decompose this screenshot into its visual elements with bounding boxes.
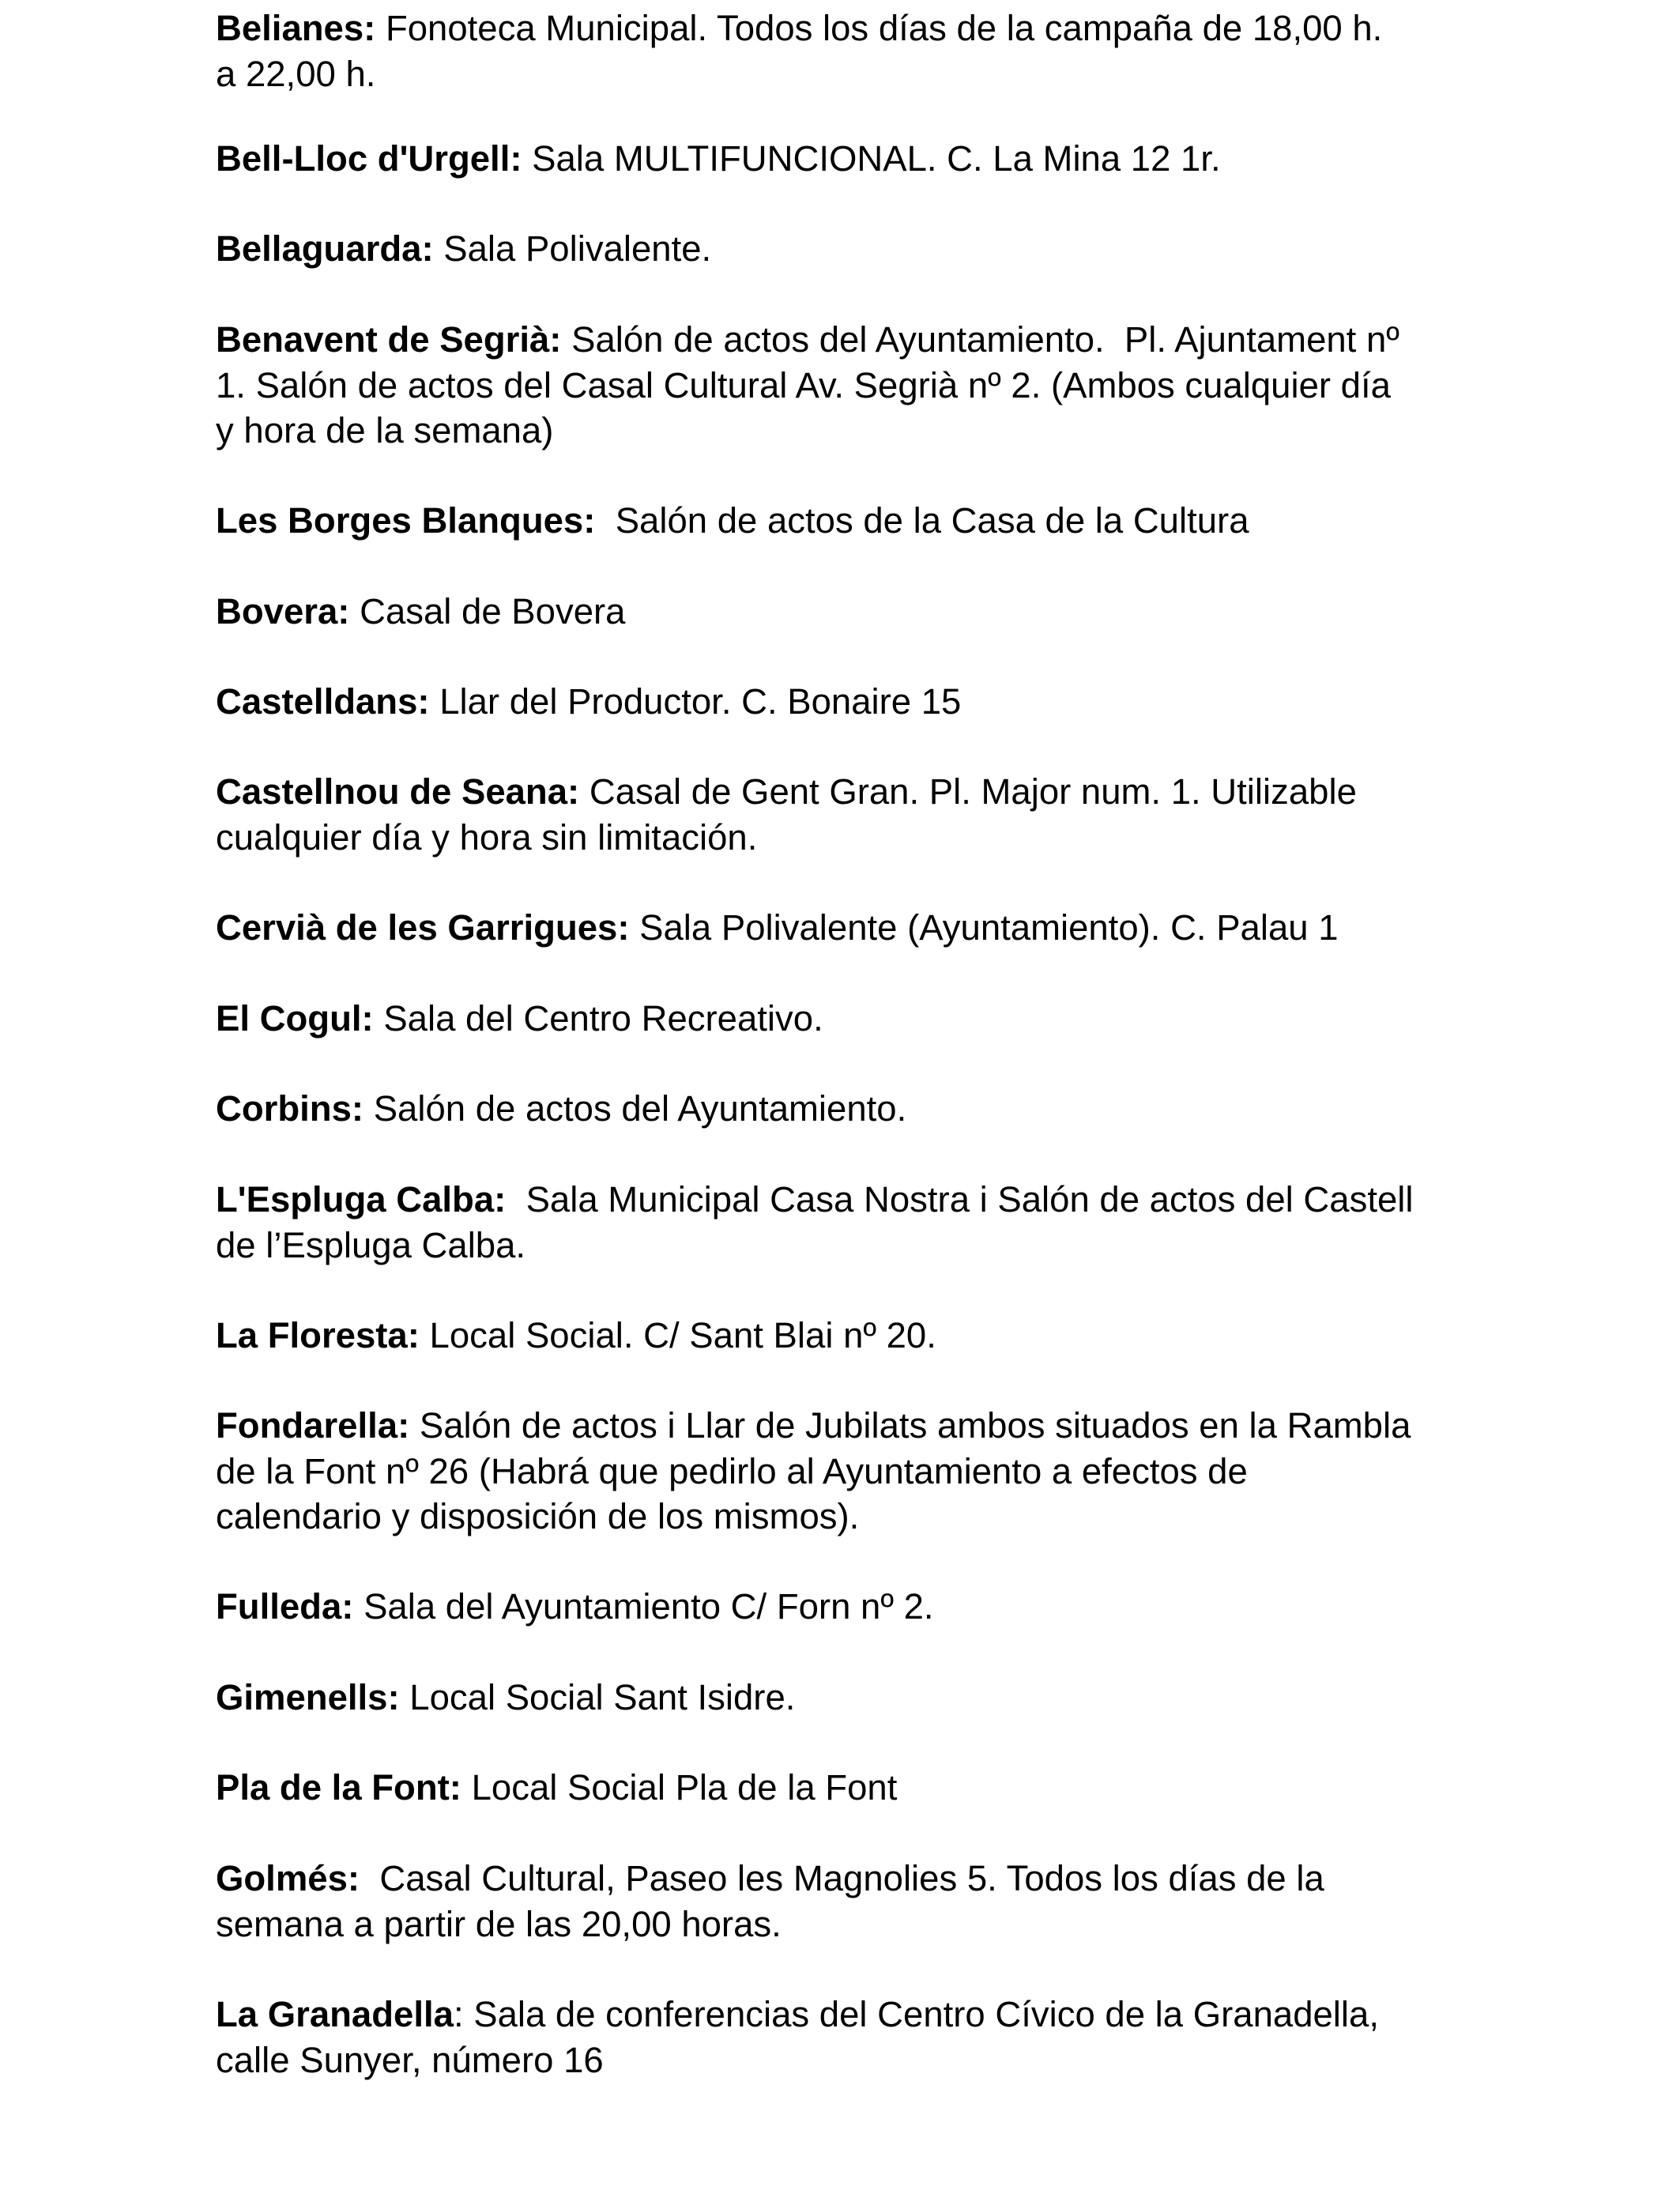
venue-name: Gimenells: [216, 1677, 400, 1717]
venue-name: Pla de la Font: [216, 1767, 461, 1808]
venue-entry-belianes [216, 6, 1543, 96]
venue-entry-golmes [216, 1856, 1543, 1947]
venue-description: Sala Municipal Casa Nostra i Salón de actos del Castell de l’Espluga Calba. [216, 1179, 1414, 1265]
venue-description: Casal Cultural, Paseo les Magnolies 5. Todos los días de la semana a partir de las 20,00 horas. [216, 1858, 1324, 1944]
venue-entry-bell-lloc-durgell [216, 136, 1543, 182]
venue-entry-la-floresta [216, 1313, 1543, 1359]
venue-name: La Granadella [216, 1994, 454, 2034]
venue-description: Local Social Pla de la Font [461, 1767, 898, 1808]
venue-description: Local Social Sant Isidre. [399, 1677, 796, 1717]
venue-entry-el-cogul [216, 996, 1543, 1042]
venue-description: Local Social. C/ Sant Blai nº 20. [419, 1315, 936, 1355]
venue-description: Sala Polivalente (Ayuntamiento). C. Palau 1 [629, 907, 1339, 948]
venue-name: Les Borges Blanques: [216, 500, 596, 541]
venue-name: Golmés: [216, 1858, 360, 1898]
venue-name: Fulleda: [216, 1586, 354, 1627]
venue-name: El Cogul: [216, 998, 374, 1039]
venue-description: Salón de actos i Llar de Jubilats ambos situados en la Rambla de la Font nº 26 (Habrá que pedirlo al Ayuntamiento a efectos de calendario y disposición de los mismos). [216, 1405, 1411, 1537]
venue-name: Bellaguarda: [216, 228, 434, 269]
venue-name: Benavent de Segrià: [216, 319, 562, 360]
venue-entry-fulleda [216, 1584, 1543, 1630]
venue-entry-les-borges-blanques [216, 498, 1543, 544]
venue-entry-gimenells [216, 1675, 1543, 1721]
venue-entry-fondarella [216, 1403, 1543, 1540]
venue-entry-bellaguarda [216, 226, 1543, 272]
venue-entry-lespluga-calba [216, 1177, 1543, 1268]
venue-name: Bell-Lloc d'Urgell: [216, 138, 522, 179]
venue-description: Casal de Bovera [349, 591, 626, 631]
venue-entry-corbins [216, 1086, 1543, 1132]
venue-description: : Sala de conferencias del Centro Cívico de la Granadella, calle Sunyer, número 16 [216, 1994, 1379, 2080]
venue-entry-pla-de-la-font [216, 1765, 1543, 1811]
venue-entry-castellnou-de-seana [216, 769, 1543, 860]
venue-name: L'Espluga Calba: [216, 1179, 507, 1220]
venue-name: Corbins: [216, 1088, 364, 1129]
venue-entry-bovera [216, 589, 1543, 635]
venue-description: Casal de Gent Gran. Pl. Major num. 1. Utilizable cualquier día y hora sin limitación. [216, 771, 1357, 858]
venue-description: Salón de actos del Ayuntamiento. [363, 1088, 907, 1129]
venue-entry-benavent-de-segria [216, 317, 1543, 454]
venue-description: Sala del Centro Recreativo. [373, 998, 823, 1039]
venue-description: Salón de actos de la Casa de la Cultura [595, 500, 1249, 541]
venue-name: Bovera: [216, 591, 350, 631]
venue-name: Cervià de les Garrigues: [216, 907, 630, 948]
venue-entry-la-granadella [216, 1992, 1543, 2083]
venue-entry-cervia-de-les-garrigues [216, 905, 1543, 951]
venue-description: Sala del Ayuntamiento C/ Forn nº 2. [353, 1586, 934, 1627]
venue-name: La Floresta: [216, 1315, 420, 1355]
venue-name: Belianes: [216, 8, 376, 48]
venue-name: Castellnou de Seana: [216, 771, 580, 812]
venue-description: Sala MULTIFUNCIONAL. C. La Mina 12 1r. [522, 138, 1221, 179]
venue-description: Sala Polivalente. [433, 228, 712, 269]
venue-entry-castelldans [216, 679, 1543, 725]
venue-description: Fonoteca Municipal. Todos los días de la campaña de 18,00 h. a 22,00 h. [216, 8, 1383, 94]
venue-description: Salón de actos del Ayuntamiento. Pl. Ajuntament nº 1. Salón de actos del Casal Cultural Av. Segrià nº 2. (Ambos cualquier día y hora de la semana) [216, 319, 1399, 451]
venue-name: Fondarella: [216, 1405, 410, 1446]
venue-description: Llar del Productor. C. Bonaire 15 [429, 681, 962, 722]
venue-name: Castelldans: [216, 681, 430, 722]
